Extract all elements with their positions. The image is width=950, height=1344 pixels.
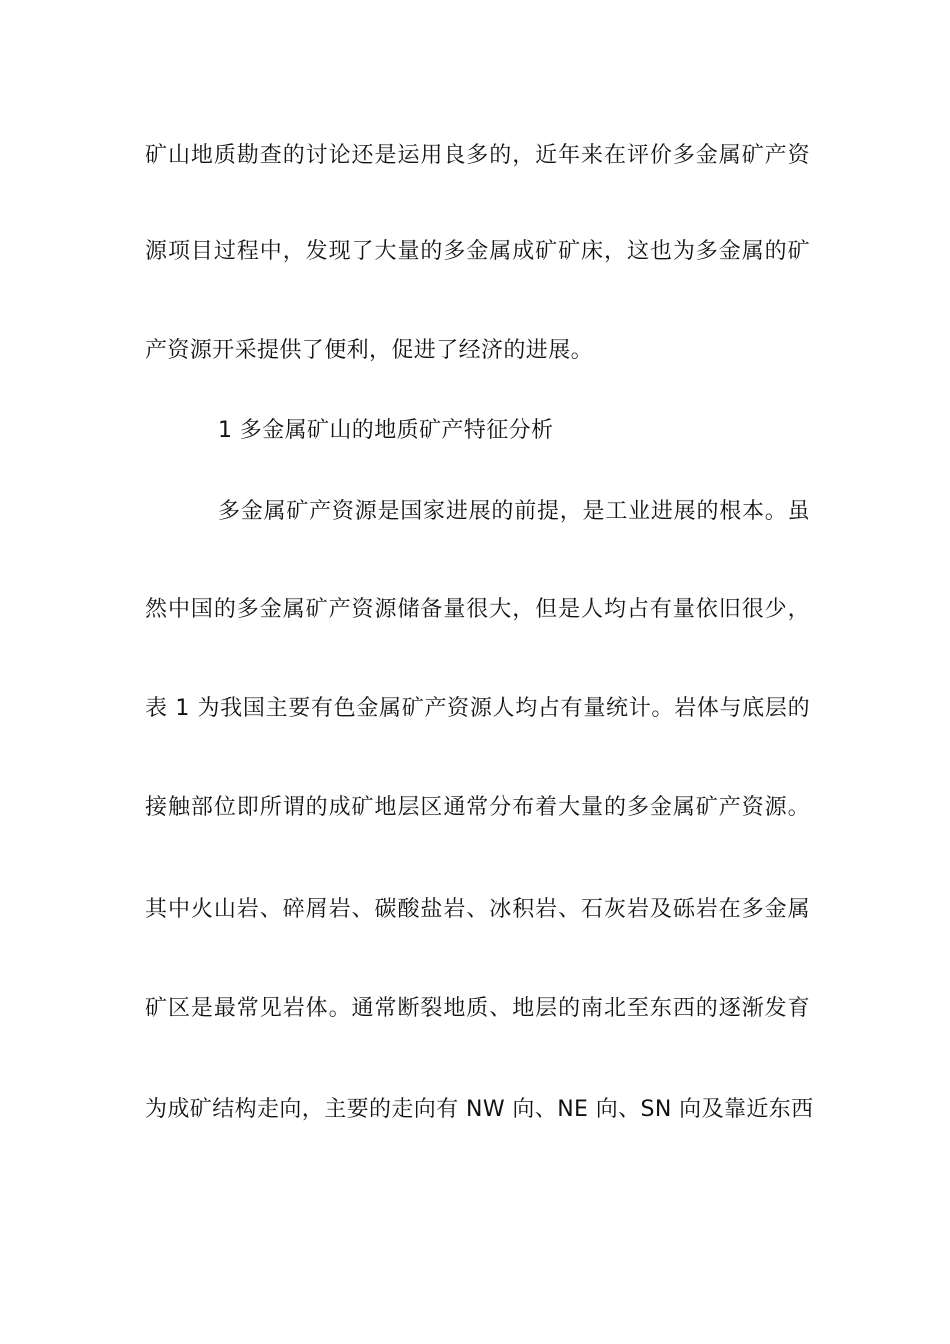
section-heading: 1 多金属矿山的地质矿产特征分析 (218, 418, 554, 443)
paragraph-line: 产资源开采提供了便利，促进了经济的进展。 (145, 338, 594, 363)
paragraph-line: 源项目过程中，发现了大量的多金属成矿矿床，这也为多金属的矿 (145, 239, 810, 264)
paragraph-line: 接触部位即所谓的成矿地层区通常分布着大量的多金属矿产资源。 (145, 795, 810, 820)
paragraph-line: 矿区是最常见岩体。通常断裂地质、地层的南北至东西的逐渐发育 (145, 996, 810, 1021)
paragraph-line: 然中国的多金属矿产资源储备量很大，但是人均占有量依旧很少， (145, 597, 810, 622)
paragraph-line: 多金属矿产资源是国家进展的前提，是工业进展的根本。虽 (218, 499, 810, 524)
paragraph-line: 表 1 为我国主要有色金属矿产资源人均占有量统计。岩体与底层的 (145, 696, 810, 721)
paragraph-line: 其中火山岩、碎屑岩、碳酸盐岩、冰积岩、石灰岩及砾岩在多金属 (145, 897, 810, 922)
paragraph-line: 为成矿结构走向，主要的走向有 NW 向、NE 向、SN 向及靠近东西 (145, 1097, 814, 1122)
paragraph-line: 矿山地质勘查的讨论还是运用良多的，近年来在评价多金属矿产资 (145, 143, 810, 168)
